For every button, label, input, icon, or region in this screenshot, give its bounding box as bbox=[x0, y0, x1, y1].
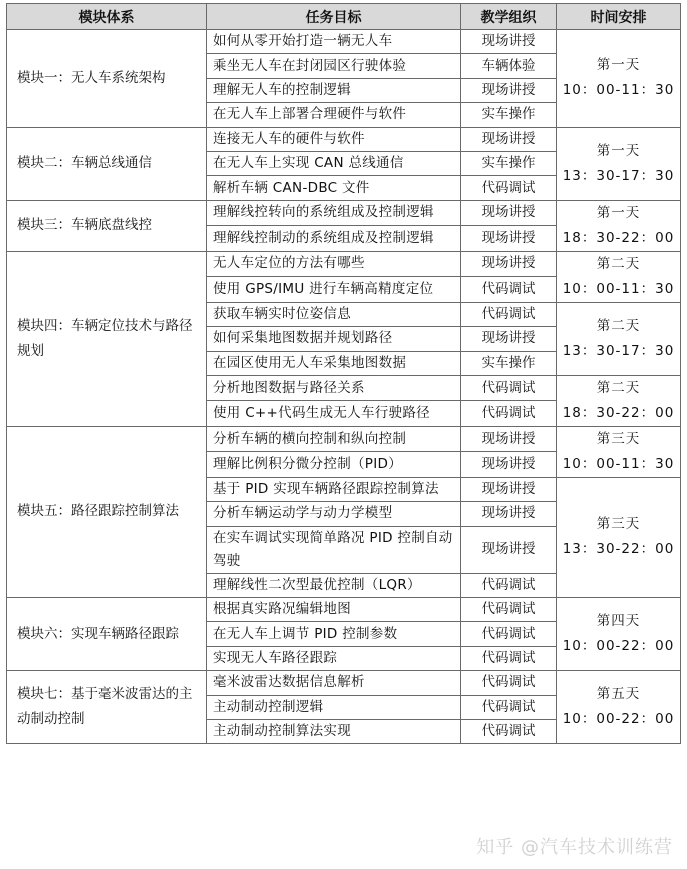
org-cell: 实车操作 bbox=[461, 103, 557, 127]
task-cell: 在实车调试实现简单路况 PID 控制自动驾驶 bbox=[207, 526, 461, 573]
org-cell: 代码调试 bbox=[461, 598, 557, 622]
org-cell: 代码调试 bbox=[461, 720, 557, 744]
module-cell: 模块二：车辆总线通信 bbox=[7, 127, 207, 200]
org-cell: 代码调试 bbox=[461, 671, 557, 695]
task-cell: 主动制动控制算法实现 bbox=[207, 720, 461, 744]
org-cell: 代码调试 bbox=[461, 302, 557, 326]
task-cell: 使用 C++代码生成无人车行驶路径 bbox=[207, 401, 461, 427]
org-cell: 代码调试 bbox=[461, 375, 557, 401]
module-cell: 模块三：车辆底盘线控 bbox=[7, 200, 207, 251]
time-range: 13：30-22：00 bbox=[562, 541, 675, 558]
time-cell bbox=[557, 30, 681, 128]
module-cell: 模块五：路径跟踪控制算法 bbox=[7, 426, 207, 597]
header-org: 教学组织 bbox=[461, 4, 557, 30]
task-cell: 无人车定位的方法有哪些 bbox=[207, 251, 461, 277]
day-label: 第三天 bbox=[596, 430, 641, 447]
org-cell: 实车操作 bbox=[461, 351, 557, 375]
time-cell bbox=[557, 302, 681, 375]
task-cell: 理解线控转向的系统组成及控制逻辑 bbox=[207, 200, 461, 226]
org-cell: 代码调试 bbox=[461, 401, 557, 427]
task-cell: 分析车辆运动学与动力学模型 bbox=[207, 502, 461, 526]
table-row bbox=[7, 251, 681, 277]
time-range: 10：00-22：00 bbox=[562, 711, 675, 728]
org-cell: 车辆体验 bbox=[461, 54, 557, 78]
task-cell: 在园区使用无人车采集地图数据 bbox=[207, 351, 461, 375]
day-label: 第二天 bbox=[596, 317, 641, 334]
task-cell: 在无人车上调节 PID 控制参数 bbox=[207, 622, 461, 646]
task-cell: 分析车辆的横向控制和纵向控制 bbox=[207, 426, 461, 452]
table-row bbox=[7, 598, 681, 622]
module-cell: 模块六：实现车辆路径跟踪 bbox=[7, 598, 207, 671]
org-cell: 代码调试 bbox=[461, 573, 557, 597]
org-cell: 代码调试 bbox=[461, 695, 557, 719]
time-range: 10：00-11：30 bbox=[562, 455, 675, 472]
header-task: 任务目标 bbox=[207, 4, 461, 30]
watermark: 知乎 @汽车技术训练营 bbox=[476, 837, 673, 858]
table-row bbox=[7, 671, 681, 695]
time-range: 18：30-22：00 bbox=[562, 229, 675, 246]
header-module: 模块体系 bbox=[7, 4, 207, 30]
org-cell: 现场讲授 bbox=[461, 127, 557, 151]
time-range: 10：00-11：30 bbox=[562, 280, 675, 297]
course-schedule-table bbox=[6, 3, 681, 744]
time-cell bbox=[557, 127, 681, 200]
task-cell: 实现无人车路径跟踪 bbox=[207, 646, 461, 670]
time-cell bbox=[557, 200, 681, 251]
org-cell: 代码调试 bbox=[461, 622, 557, 646]
time-range: 13：30-17：30 bbox=[562, 167, 675, 184]
time-range: 18：30-22：00 bbox=[562, 404, 675, 421]
task-cell: 乘坐无人车在封闭园区行驶体验 bbox=[207, 54, 461, 78]
org-cell: 现场讲授 bbox=[461, 502, 557, 526]
task-cell: 毫米波雷达数据信息解析 bbox=[207, 671, 461, 695]
day-label: 第二天 bbox=[596, 255, 641, 272]
day-label: 第一天 bbox=[596, 204, 641, 221]
header-row bbox=[7, 4, 681, 30]
task-cell: 使用 GPS/IMU 进行车辆高精度定位 bbox=[207, 277, 461, 303]
task-cell: 解析车辆 CAN-DBC 文件 bbox=[207, 176, 461, 200]
task-cell: 如何从零开始打造一辆无人车 bbox=[207, 30, 461, 54]
time-cell bbox=[557, 375, 681, 426]
org-cell: 现场讲授 bbox=[461, 452, 557, 478]
org-cell: 现场讲授 bbox=[461, 251, 557, 277]
table-row bbox=[7, 30, 681, 54]
org-cell: 代码调试 bbox=[461, 176, 557, 200]
org-cell: 现场讲授 bbox=[461, 226, 557, 252]
table-row bbox=[7, 127, 681, 151]
module-cell: 模块七：基于毫米波雷达的主动制动控制 bbox=[7, 671, 207, 744]
day-label: 第四天 bbox=[596, 613, 641, 630]
task-cell: 在无人车上实现 CAN 总线通信 bbox=[207, 151, 461, 175]
task-cell: 基于 PID 实现车辆路径跟踪控制算法 bbox=[207, 477, 461, 501]
task-cell: 连接无人车的硬件与软件 bbox=[207, 127, 461, 151]
day-label: 第五天 bbox=[596, 686, 641, 703]
task-cell: 主动制动控制逻辑 bbox=[207, 695, 461, 719]
time-cell bbox=[557, 598, 681, 671]
org-cell: 实车操作 bbox=[461, 151, 557, 175]
time-cell bbox=[557, 477, 681, 597]
table-row bbox=[7, 426, 681, 452]
org-cell: 现场讲授 bbox=[461, 78, 557, 102]
org-cell: 现场讲授 bbox=[461, 200, 557, 226]
task-cell: 理解线性二次型最优控制（LQR） bbox=[207, 573, 461, 597]
time-cell bbox=[557, 426, 681, 477]
time-range: 13：30-17：30 bbox=[562, 342, 675, 359]
org-cell: 现场讲授 bbox=[461, 526, 557, 573]
day-label: 第三天 bbox=[596, 516, 641, 533]
task-cell: 理解比例积分微分控制（PID） bbox=[207, 452, 461, 478]
task-cell: 理解无人车的控制逻辑 bbox=[207, 78, 461, 102]
task-cell: 如何采集地图数据并规划路径 bbox=[207, 327, 461, 351]
task-cell: 获取车辆实时位姿信息 bbox=[207, 302, 461, 326]
org-cell: 现场讲授 bbox=[461, 477, 557, 501]
module-cell: 模块四：车辆定位技术与路径规划 bbox=[7, 251, 207, 426]
org-cell: 现场讲授 bbox=[461, 327, 557, 351]
module-cell: 模块一：无人车系统架构 bbox=[7, 30, 207, 128]
table-row bbox=[7, 200, 681, 226]
task-cell: 在无人车上部署合理硬件与软件 bbox=[207, 103, 461, 127]
time-cell bbox=[557, 251, 681, 302]
day-label: 第一天 bbox=[596, 142, 641, 159]
task-cell: 根据真实路况编辑地图 bbox=[207, 598, 461, 622]
task-cell: 分析地图数据与路径关系 bbox=[207, 375, 461, 401]
header-time: 时间安排 bbox=[557, 4, 681, 30]
time-cell bbox=[557, 671, 681, 744]
org-cell: 代码调试 bbox=[461, 646, 557, 670]
org-cell: 现场讲授 bbox=[461, 30, 557, 54]
org-cell: 代码调试 bbox=[461, 277, 557, 303]
day-label: 第二天 bbox=[596, 379, 641, 396]
task-cell: 理解线控制动的系统组成及控制逻辑 bbox=[207, 226, 461, 252]
day-label: 第一天 bbox=[596, 57, 641, 74]
time-range: 10：00-22：00 bbox=[562, 638, 675, 655]
org-cell: 现场讲授 bbox=[461, 426, 557, 452]
time-range: 10：00-11：30 bbox=[562, 82, 675, 99]
